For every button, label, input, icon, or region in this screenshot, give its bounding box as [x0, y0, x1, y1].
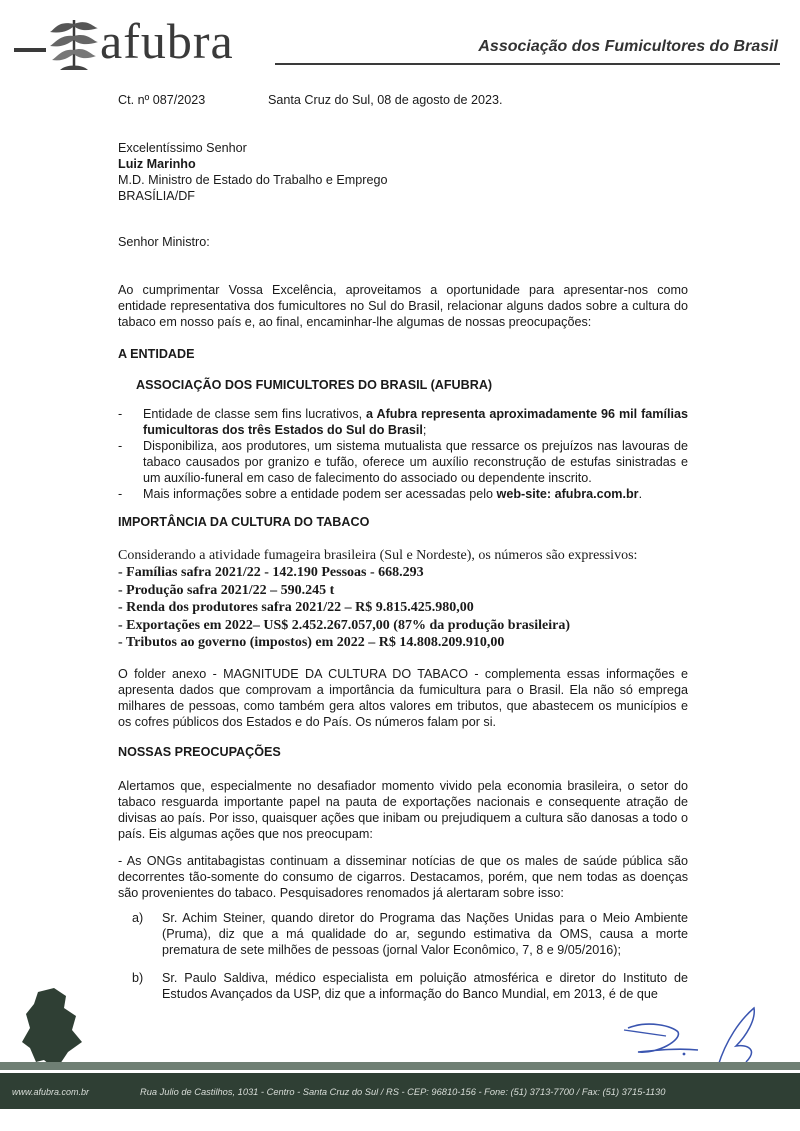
logo-dash	[14, 48, 46, 52]
tobacco-plant-icon	[48, 12, 100, 72]
website-link: web-site: afubra.com.br	[496, 487, 639, 501]
header-rule	[275, 63, 780, 65]
folder-paragraph: O folder anexo - MAGNITUDE DA CULTURA DO TABACO - complementa essas informações e apresenta dados que comprovam a importância da fumicultura para o Brasil. Ela não só emprega milhares de pessoas, como também gera altos valores em tributos, que abastecem os municípios e os cofres públicos dos Estados e do País. Os números falam por si.	[118, 667, 688, 729]
section-heading-entity: A ENTIDADE	[118, 347, 195, 361]
concerns-paragraph-2: - As ONGs antitabagistas continuam a disseminar notícias de que os males de saúde pública são decorrentes tão-somente do consumo de cigarros. Destacamos, porém, que nem todas as doenças são provenientes do tabaco. Pesquisadores renomados já alertaram sobre isso:	[118, 854, 688, 900]
greeting: Senhor Ministro:	[118, 235, 210, 249]
list-item: a) Sr. Achim Steiner, quando diretor do Programa das Nações Unidas para o Meio Ambiente (Pruma), diz que a má qualidade do ar, segundo estimativa da OMS, causa a morte prematura de sete milhões de pessoas (jornal Valor Econômico, 7, 8 e 9/05/2016);	[132, 911, 688, 957]
concerns-paragraph-1: Alertamos que, especialmente no desafiador momento vivido pela economia brasileira, o setor do tabaco resguarda importante papel na pauta de exportações nacionais e consequente atração de divisas ao país. Por isso, quaisquer ações que inibam ou prejudiquem a cultura são danosas a todo o país. Eis algumas ações que nos preocupam:	[118, 779, 688, 841]
footer-band	[0, 1062, 800, 1070]
list-item: - Entidade de classe sem fins lucrativos, a Afubra representa aproximadamente 96 mil famílias fumicultoras dos três Estados do Sul do Brasil;	[118, 406, 688, 438]
section-heading-concerns: NOSSAS PREOCUPAÇÕES	[118, 745, 281, 759]
entity-list	[118, 406, 688, 502]
recipient-city: BRASÍLIA/DF	[118, 189, 195, 203]
entity-subheading: ASSOCIAÇÃO DOS FUMICULTORES DO BRASIL (AFUBRA)	[136, 378, 493, 392]
recipient-title: M.D. Ministro de Estado do Trabalho e Emprego	[118, 173, 388, 187]
stat-line: - Exportações em 2022– US$ 2.452.267.057,00 (87% da produção brasileira)	[118, 617, 570, 633]
list-item: - Mais informações sobre a entidade podem ser acessadas pelo web-site: afubra.com.br.	[118, 486, 688, 502]
recipient-block	[118, 140, 718, 204]
stat-line: - Renda dos produtores safra 2021/22 – R$ 9.815.425.980,00	[118, 600, 474, 615]
intro-paragraph: Ao cumprimentar Vossa Excelência, aproveitamos a oportunidade para apresentar-nos como entidade representativa dos fumicultores no Sul do Brasil, relacionar alguns dados sobre a cultura do tabaco em nosso país e, ao final, encaminhar-lhe algumas de nossas preocupações:	[118, 283, 688, 329]
association-name: Associação dos Fumicultores do Brasil	[478, 38, 778, 55]
place-date: Santa Cruz do Sul, 08 de agosto de 2023.	[268, 93, 503, 107]
section-heading-importance: IMPORTÂNCIA DA CULTURA DO TABACO	[118, 515, 370, 529]
state-map-icon	[20, 986, 90, 1072]
letter-ref: Ct. nº 087/2023	[118, 93, 206, 107]
list-item: - Disponibiliza, aos produtores, um sistema mutualista que ressarce os prejuízos nas lavouras de tabaco causados por granizo e tufão, oferece um auxílio reconstrução de estufas sinistradas e um auxílio-funeral em caso de falecimento do associado ou dependente inscrito.	[118, 438, 688, 486]
stats-list	[118, 564, 698, 652]
recipient-name: Luiz Marinho	[118, 157, 196, 171]
researcher-list	[132, 910, 688, 1002]
importance-intro: Considerando a atividade fumageira brasileira (Sul e Nordeste), os números são expressivos:	[118, 548, 638, 563]
logo-text: afubra	[100, 13, 234, 69]
stat-line: - Tributos ao governo (impostos) em 2022 – R$ 14.808.209.910,00	[118, 635, 505, 650]
signature-mark	[618, 1000, 778, 1070]
stat-line: - Famílias safra 2021/22 - 142.190 Pessoas - 668.293	[118, 565, 424, 580]
list-item: b) Sr. Paulo Saldiva, médico especialista em poluição atmosférica e diretor do Instituto de Estudos Avançados da USP, diz que a informação do Banco Mundial, em 2013, é de que	[132, 971, 688, 1001]
stat-line: - Produção safra 2021/22 – 590.245 t	[118, 582, 335, 598]
recipient-salutation: Excelentíssimo Senhor	[118, 141, 247, 155]
footer-address: Rua Julio de Castilhos, 1031 - Centro - Santa Cruz do Sul / RS - CEP: 96810-156 - Fone: (51) 3713-7700 / Fax: (51) 3715-1130	[140, 1087, 666, 1097]
footer-url[interactable]: www.afubra.com.br	[12, 1087, 90, 1097]
